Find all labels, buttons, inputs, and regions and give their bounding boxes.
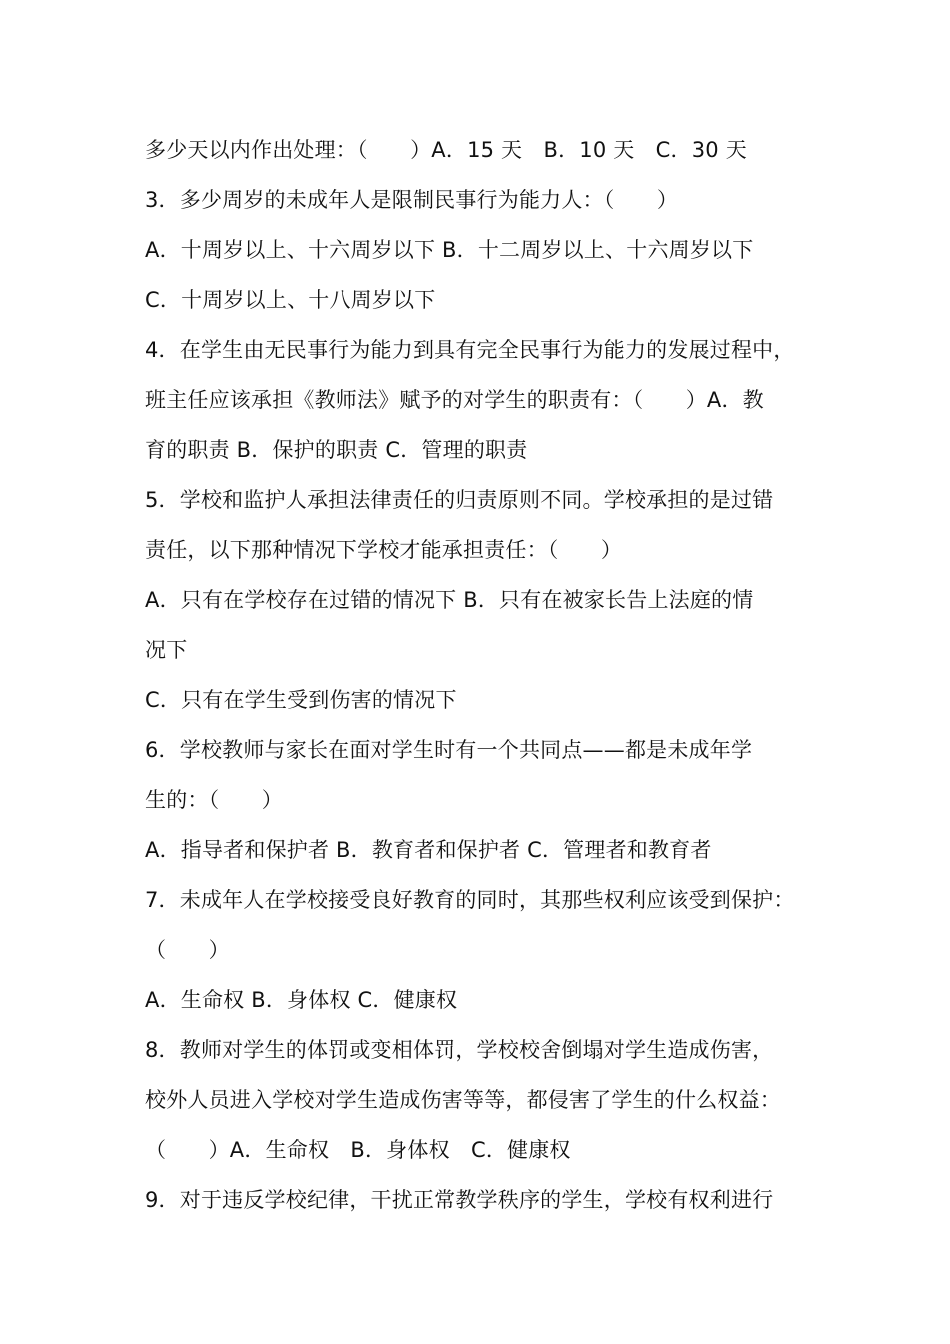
text-line: （ ） <box>145 938 230 962</box>
text-line: 责任，以下那种情况下学校才能承担责任：（ ） <box>145 538 623 562</box>
text-line: A．十周岁以上、十六周岁以下 B．十二周岁以上、十六周岁以下 <box>145 238 754 262</box>
text-line: A．指导者和保护者 B．教育者和保护者 C．管理者和教育者 <box>145 838 712 862</box>
text-line: A．只有在学校存在过错的情况下 B．只有在被家长告上法庭的情 <box>145 588 754 612</box>
text-line: 5．学校和监护人承担法律责任的归责原则不同。学校承担的是过错 <box>145 488 774 512</box>
text-line: 况下 <box>145 638 188 662</box>
text-line: 8．教师对学生的体罚或变相体罚，学校校舍倒塌对学生造成伤害， <box>145 1038 774 1062</box>
text-line: C．十周岁以上、十八周岁以下 <box>145 288 436 312</box>
text-line: 生的：（ ） <box>145 788 283 812</box>
text-line: 3．多少周岁的未成年人是限制民事行为能力人：（ ） <box>145 188 679 212</box>
text-line: 校外人员进入学校对学生造成伤害等等，都侵害了学生的什么权益： <box>145 1088 781 1112</box>
text-line: （ ）A．生命权 B．身体权 C．健康权 <box>145 1138 571 1162</box>
text-line: C．只有在学生受到伤害的情况下 <box>145 688 457 712</box>
text-line: 6．学校教师与家长在面对学生时有一个共同点——都是未成年学 <box>145 738 753 762</box>
text-line: 育的职责 B．保护的职责 C．管理的职责 <box>145 438 528 462</box>
text-line: 4．在学生由无民事行为能力到具有完全民事行为能力的发展过程中， <box>145 338 795 362</box>
text-line: 9．对于违反学校纪律，干扰正常教学秩序的学生，学校有权利进行 <box>145 1188 774 1212</box>
text-line: 班主任应该承担《教师法》赋予的对学生的职责有：（ ）A．教 <box>145 388 764 412</box>
text-line: A．生命权 B．身体权 C．健康权 <box>145 988 458 1012</box>
text-line: 多少天以内作出处理：（ ）A．15 天 B．10 天 C．30 天 <box>145 138 747 162</box>
text-line: 7．未成年人在学校接受良好教育的同时，其那些权利应该受到保护： <box>145 888 795 912</box>
